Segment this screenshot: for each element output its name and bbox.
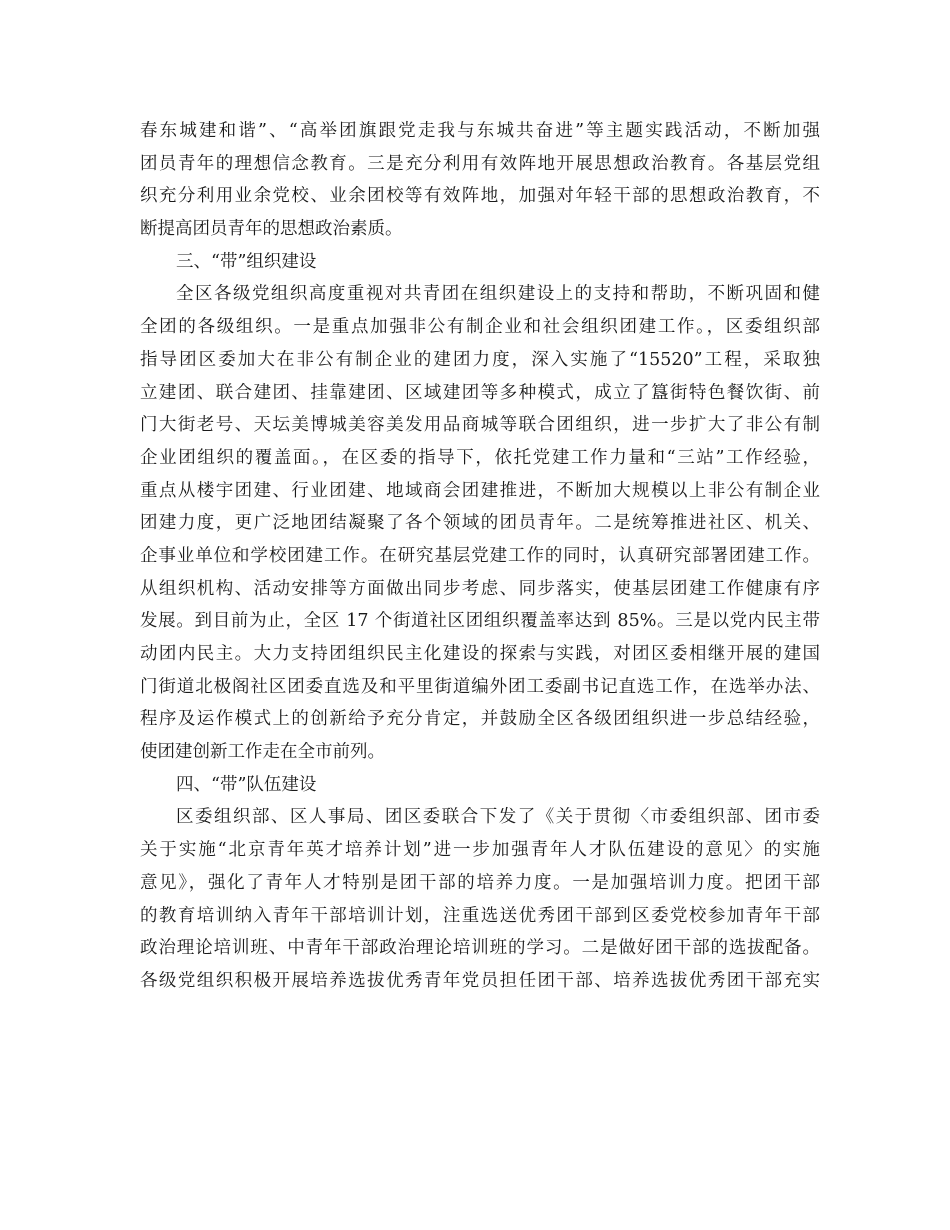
text-line: 门大街老号、天坛美博城美容美发用品商城等联合团组织，进一步扩大了非公有制 bbox=[140, 415, 820, 436]
text-line: 从组织机构、活动安排等方面做出同步考虑、同步落实，使基层团建工作健康有序 bbox=[140, 578, 820, 599]
text-line: 春东城建和谐”、“高举团旗跟党走我与东城共奋进”等主题实践活动，不断加强 bbox=[140, 121, 820, 141]
text-line: 区委组织部、区人事局、团区委联合下发了《关于贯彻〈市委组织部、团市委 bbox=[176, 807, 820, 828]
text-line: 指导团区委加大在非公有制企业的建团力度，深入实施了“15520”工程，采取独 bbox=[140, 349, 820, 370]
text-line: 四、“带”队伍建设 bbox=[176, 774, 317, 795]
text-line: 企业团组织的覆盖面。，在区委的指导下，依托党建工作力量和“三站”工作经验， bbox=[140, 447, 820, 468]
text-line: 门街道北极阁社区团委直选及和平里街道编外团工委副书记直选工作，在选举办法、 bbox=[140, 676, 820, 697]
text-line: 动团内民主。大力支持团组织民主化建设的探索与实践，对团区委相继开展的建国 bbox=[140, 644, 820, 664]
text-line: 使团建创新工作走在全市前列。 bbox=[140, 742, 385, 763]
text-line: 意见》，强化了青年人才特别是团干部的培养力度。一是加强培训力度。把团干部 bbox=[140, 872, 820, 893]
text-line: 程序及运作模式上的创新给予充分肯定，并鼓励全区各级团组织进一步总结经验， bbox=[140, 709, 820, 730]
text-line: 的教育培训纳入青年干部培训计划，注重选送优秀团干部到区委党校参加青年干部 bbox=[140, 905, 820, 926]
text-line: 政治理论培训班、中青年干部政治理论培训班的学习。二是做好团干部的选拔配备。 bbox=[140, 938, 820, 959]
text-line: 全团的各级组织。一是重点加强非公有制企业和社会组织团建工作。，区委组织部 bbox=[140, 317, 820, 338]
text-line: 立建团、联合建团、挂靠建团、区域建团等多种模式，成立了簋街特色餐饮街、前 bbox=[140, 382, 820, 403]
text-line: 关于实施“北京青年英才培养计划”进一步加强青年人才队伍建设的意见〉的实施 bbox=[140, 840, 820, 861]
text-line: 织充分利用业余党校、业余团校等有效阵地，加强对年轻干部的思想政治教育，不 bbox=[140, 186, 820, 207]
text-line: 全区各级党组织高度重视对共青团在组织建设上的支持和帮助，不断巩固和健 bbox=[176, 284, 820, 305]
text-line: 团建力度，更广泛地团结凝聚了各个领域的团员青年。二是统筹推进社区、机关、 bbox=[140, 513, 820, 534]
text-line: 发展。到目前为止，全区 17 个街道社区团组织覆盖率达到 85%。三是以党内民主带 bbox=[140, 611, 820, 632]
text-line: 团员青年的理想信念教育。三是充分利用有效阵地开展思想政治教育。各基层党组 bbox=[140, 153, 820, 174]
text-line: 三、“带”组织建设 bbox=[176, 251, 317, 272]
text-line: 企事业单位和学校团建工作。在研究基层党建工作的同时，认真研究部署团建工作。 bbox=[140, 545, 820, 566]
text-line: 断提高团员青年的思想政治素质。 bbox=[140, 219, 403, 240]
document-body bbox=[140, 115, 820, 998]
text-line: 重点从楼宇团建、行业团建、地域商会团建推进，不断加大规模以上非公有制企业 bbox=[140, 480, 820, 501]
text-line: 各级党组织积极开展培养选拔优秀青年党员担任团干部、培养选拔优秀团干部充实 bbox=[140, 970, 820, 991]
